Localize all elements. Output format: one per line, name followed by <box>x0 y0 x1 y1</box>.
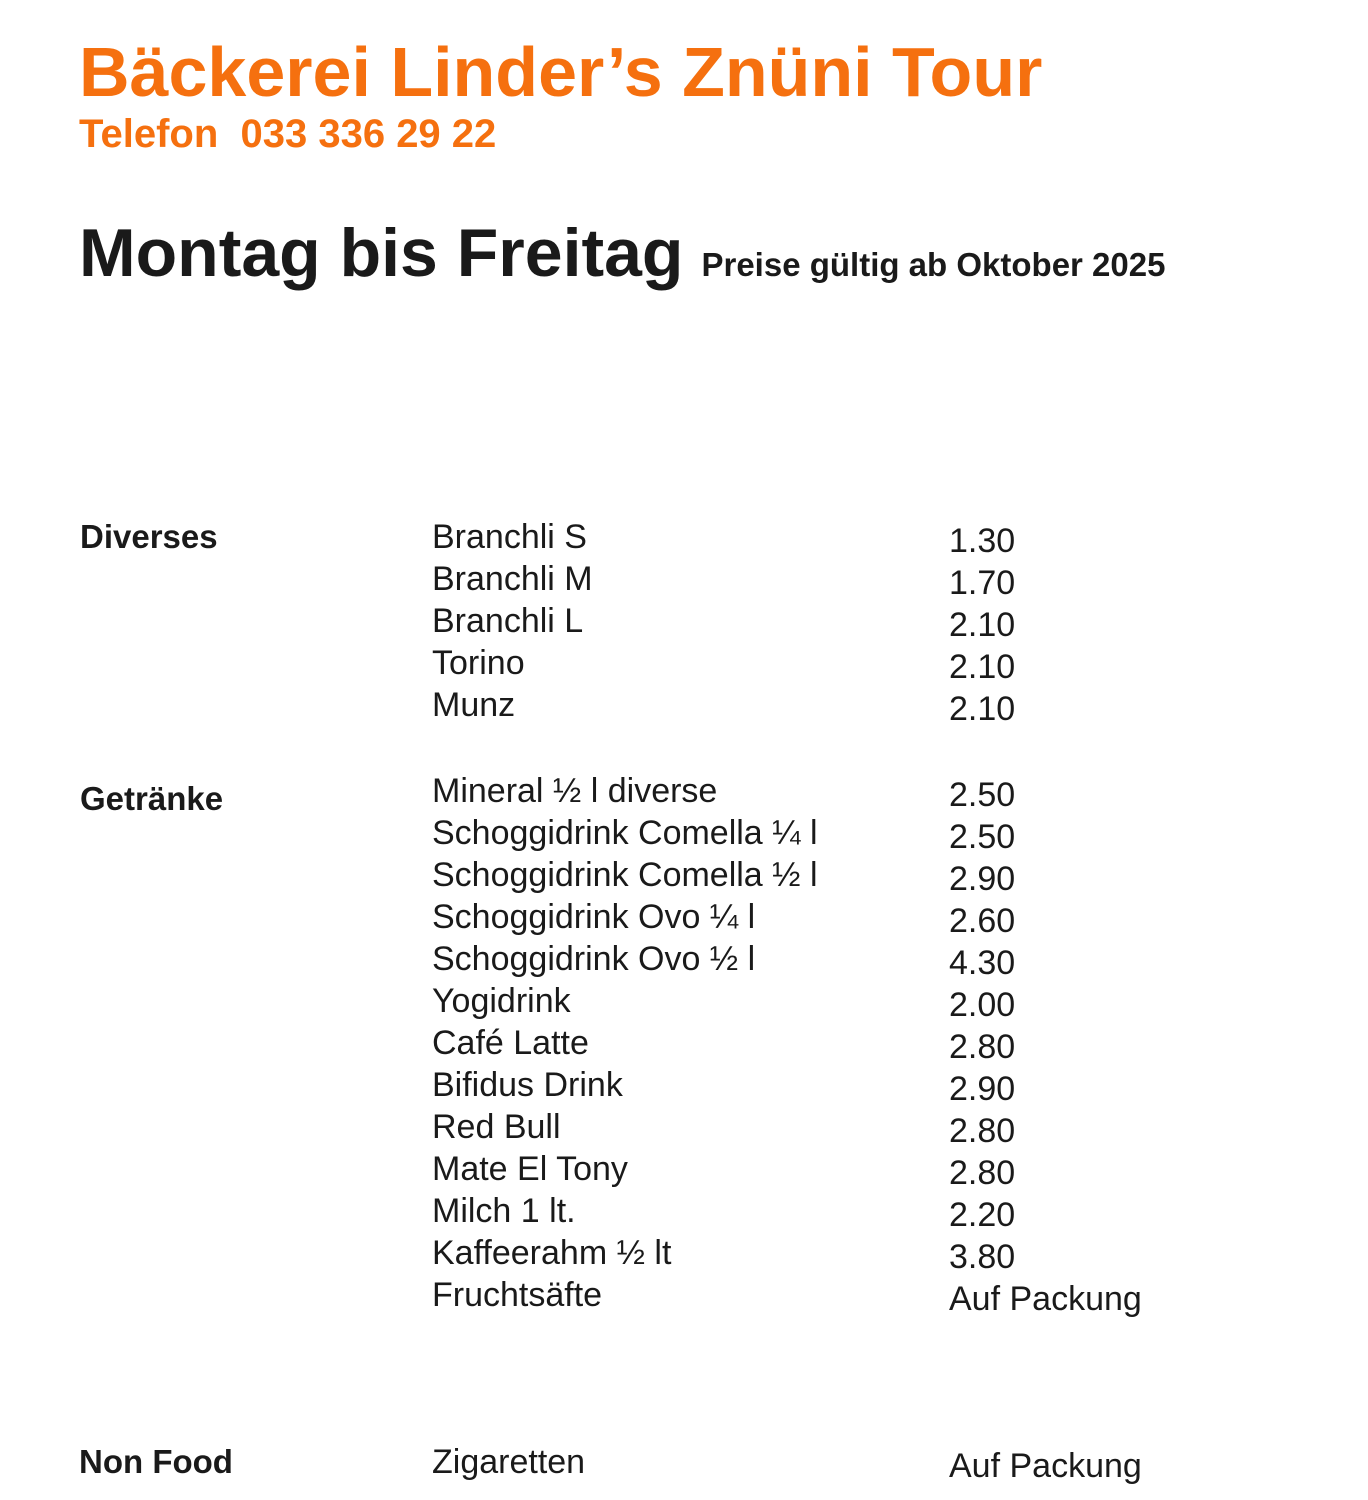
item-name: Torino <box>432 644 525 682</box>
list-item <box>432 812 1312 854</box>
item-price: 2.80 <box>949 1028 1016 1066</box>
item-name: Milch 1 lt. <box>432 1192 576 1230</box>
list-item <box>432 516 1312 558</box>
days-title: Montag bis Freitag <box>79 215 684 291</box>
schedule-heading <box>79 212 1165 294</box>
header <box>79 30 1042 158</box>
item-list <box>432 770 1312 1316</box>
item-name: Yogidrink <box>432 982 571 1020</box>
item-price: 2.80 <box>949 1154 1016 1192</box>
list-item <box>432 1022 1312 1064</box>
list-item <box>432 1441 1312 1483</box>
item-list <box>432 1441 1312 1483</box>
item-name: Mate El Tony <box>432 1150 628 1188</box>
item-price: 4.30 <box>949 944 1016 982</box>
item-name: Fruchtsäfte <box>432 1276 603 1314</box>
list-item <box>432 980 1312 1022</box>
item-price: 2.90 <box>949 860 1016 898</box>
item-name: Kaffeerahm ½ lt <box>432 1234 672 1272</box>
item-price: 2.10 <box>949 606 1016 644</box>
item-price: Auf Packung <box>949 1280 1142 1318</box>
item-price: 2.50 <box>949 818 1016 856</box>
bakery-title: Bäckerei Linder’s Znüni Tour <box>79 33 1043 111</box>
item-name: Munz <box>432 686 516 724</box>
item-name: Café Latte <box>432 1024 589 1062</box>
phone-number: Telefon 033 336 29 22 <box>79 112 497 156</box>
item-name: Zigaretten <box>432 1443 586 1481</box>
item-price: 2.80 <box>949 1112 1016 1150</box>
list-item <box>432 1148 1312 1190</box>
item-name: Branchli S <box>432 518 587 556</box>
item-price: 2.50 <box>949 776 1016 814</box>
section-label: Diverses <box>80 518 218 555</box>
item-name: Schoggidrink Comella ¼ l <box>432 814 818 852</box>
item-name: Red Bull <box>432 1108 561 1146</box>
item-name: Branchli M <box>432 560 593 598</box>
item-name: Bifidus Drink <box>432 1066 623 1104</box>
item-name: Schoggidrink Comella ½ l <box>432 856 818 894</box>
list-item <box>432 938 1312 980</box>
list-item <box>432 1190 1312 1232</box>
item-price: 2.90 <box>949 1070 1016 1108</box>
list-item <box>432 558 1312 600</box>
item-price: 1.70 <box>949 564 1016 602</box>
item-price: 2.10 <box>949 648 1016 686</box>
list-item <box>432 1232 1312 1274</box>
list-item <box>432 896 1312 938</box>
item-price: 2.20 <box>949 1196 1016 1234</box>
item-price: 2.60 <box>949 902 1016 940</box>
section-label: Non Food <box>79 1443 233 1480</box>
item-price: Auf Packung <box>949 1447 1142 1485</box>
item-name: Schoggidrink Ovo ¼ l <box>432 898 756 936</box>
list-item <box>432 1274 1312 1316</box>
item-price: 2.10 <box>949 690 1016 728</box>
list-item <box>432 684 1312 726</box>
item-name: Schoggidrink Ovo ½ l <box>432 940 756 978</box>
item-name: Mineral ½ l diverse <box>432 772 718 810</box>
item-list <box>432 516 1312 726</box>
item-price: 2.00 <box>949 986 1016 1024</box>
list-item <box>432 642 1312 684</box>
section-label: Getränke <box>80 780 224 817</box>
list-item <box>432 1106 1312 1148</box>
list-item <box>432 600 1312 642</box>
price-validity-note: Preise gültig ab Oktober 2025 <box>701 246 1166 283</box>
list-item <box>432 1064 1312 1106</box>
item-name: Branchli L <box>432 602 584 640</box>
list-item <box>432 854 1312 896</box>
item-price: 1.30 <box>949 522 1016 560</box>
item-price: 3.80 <box>949 1238 1016 1276</box>
list-item <box>432 770 1312 812</box>
